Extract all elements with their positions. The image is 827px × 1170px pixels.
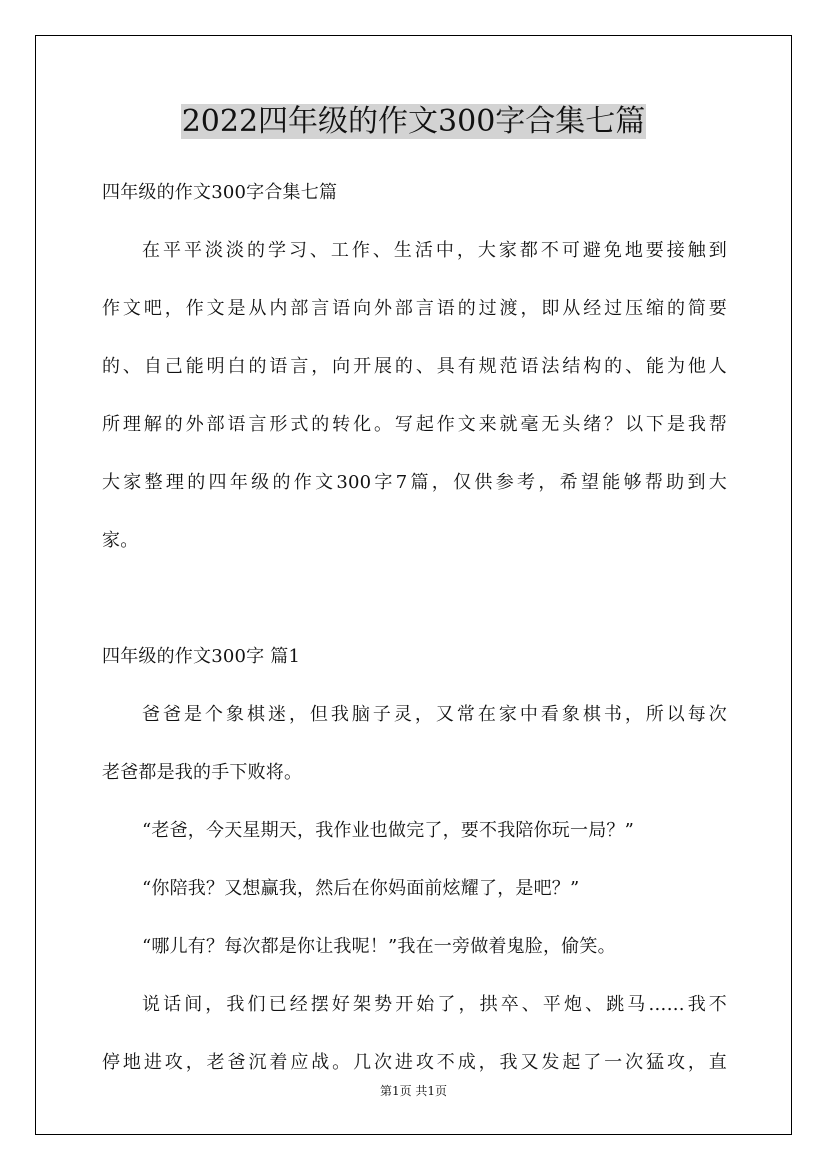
body-line: 老爸都是我的手下败将。 (102, 762, 303, 783)
intro-line: 的、自己能明白的语言，向开展的、具有规范语法结构的、能为他人 (102, 356, 727, 377)
body-line: “哪儿有？每次都是你让我呢！”我在一旁做着鬼脸，偷笑。 (142, 936, 616, 957)
intro-line: 作文吧，作文是从内部言语向外部言语的过渡，即从经过压缩的简要 (102, 298, 727, 319)
intro-line: 家。 (102, 530, 139, 551)
document-subtitle: 四年级的作文300字合集七篇 (102, 182, 338, 203)
document-title-text: 2022四年级的作文300字合集七篇 (181, 104, 646, 139)
paragraph-gap (102, 570, 727, 628)
page-footer: 第1页 共1页 (379, 1084, 448, 1098)
intro-line: 在平平淡淡的学习、工作、生活中，大家都不可避免地要接触到 (142, 240, 727, 261)
document-body (102, 164, 727, 1092)
body-line: 说话间，我们已经摆好架势开始了，拱卒、平炮、跳马……我不 (142, 994, 727, 1015)
section-heading: 四年级的作文300字 篇1 (102, 646, 301, 667)
intro-line: 所理解的外部语言形式的转化。写起作文来就毫无头绪？以下是我帮 (102, 414, 727, 435)
document-title (0, 102, 827, 142)
body-line: 停地进攻，老爸沉着应战。几次进攻不成，我又发起了一次猛攻，直 (102, 1052, 727, 1073)
body-line: “老爸，今天星期天，我作业也做完了，要不我陪你玩一局？” (142, 820, 635, 841)
intro-line: 大家整理的四年级的作文300字7篇，仅供参考，希望能够帮助到大 (102, 472, 727, 493)
body-line: “你陪我？又想赢我，然后在你妈面前炫耀了，是吧？” (142, 878, 580, 899)
body-line: 爸爸是个象棋迷，但我脑子灵，又常在家中看象棋书，所以每次 (142, 704, 727, 725)
